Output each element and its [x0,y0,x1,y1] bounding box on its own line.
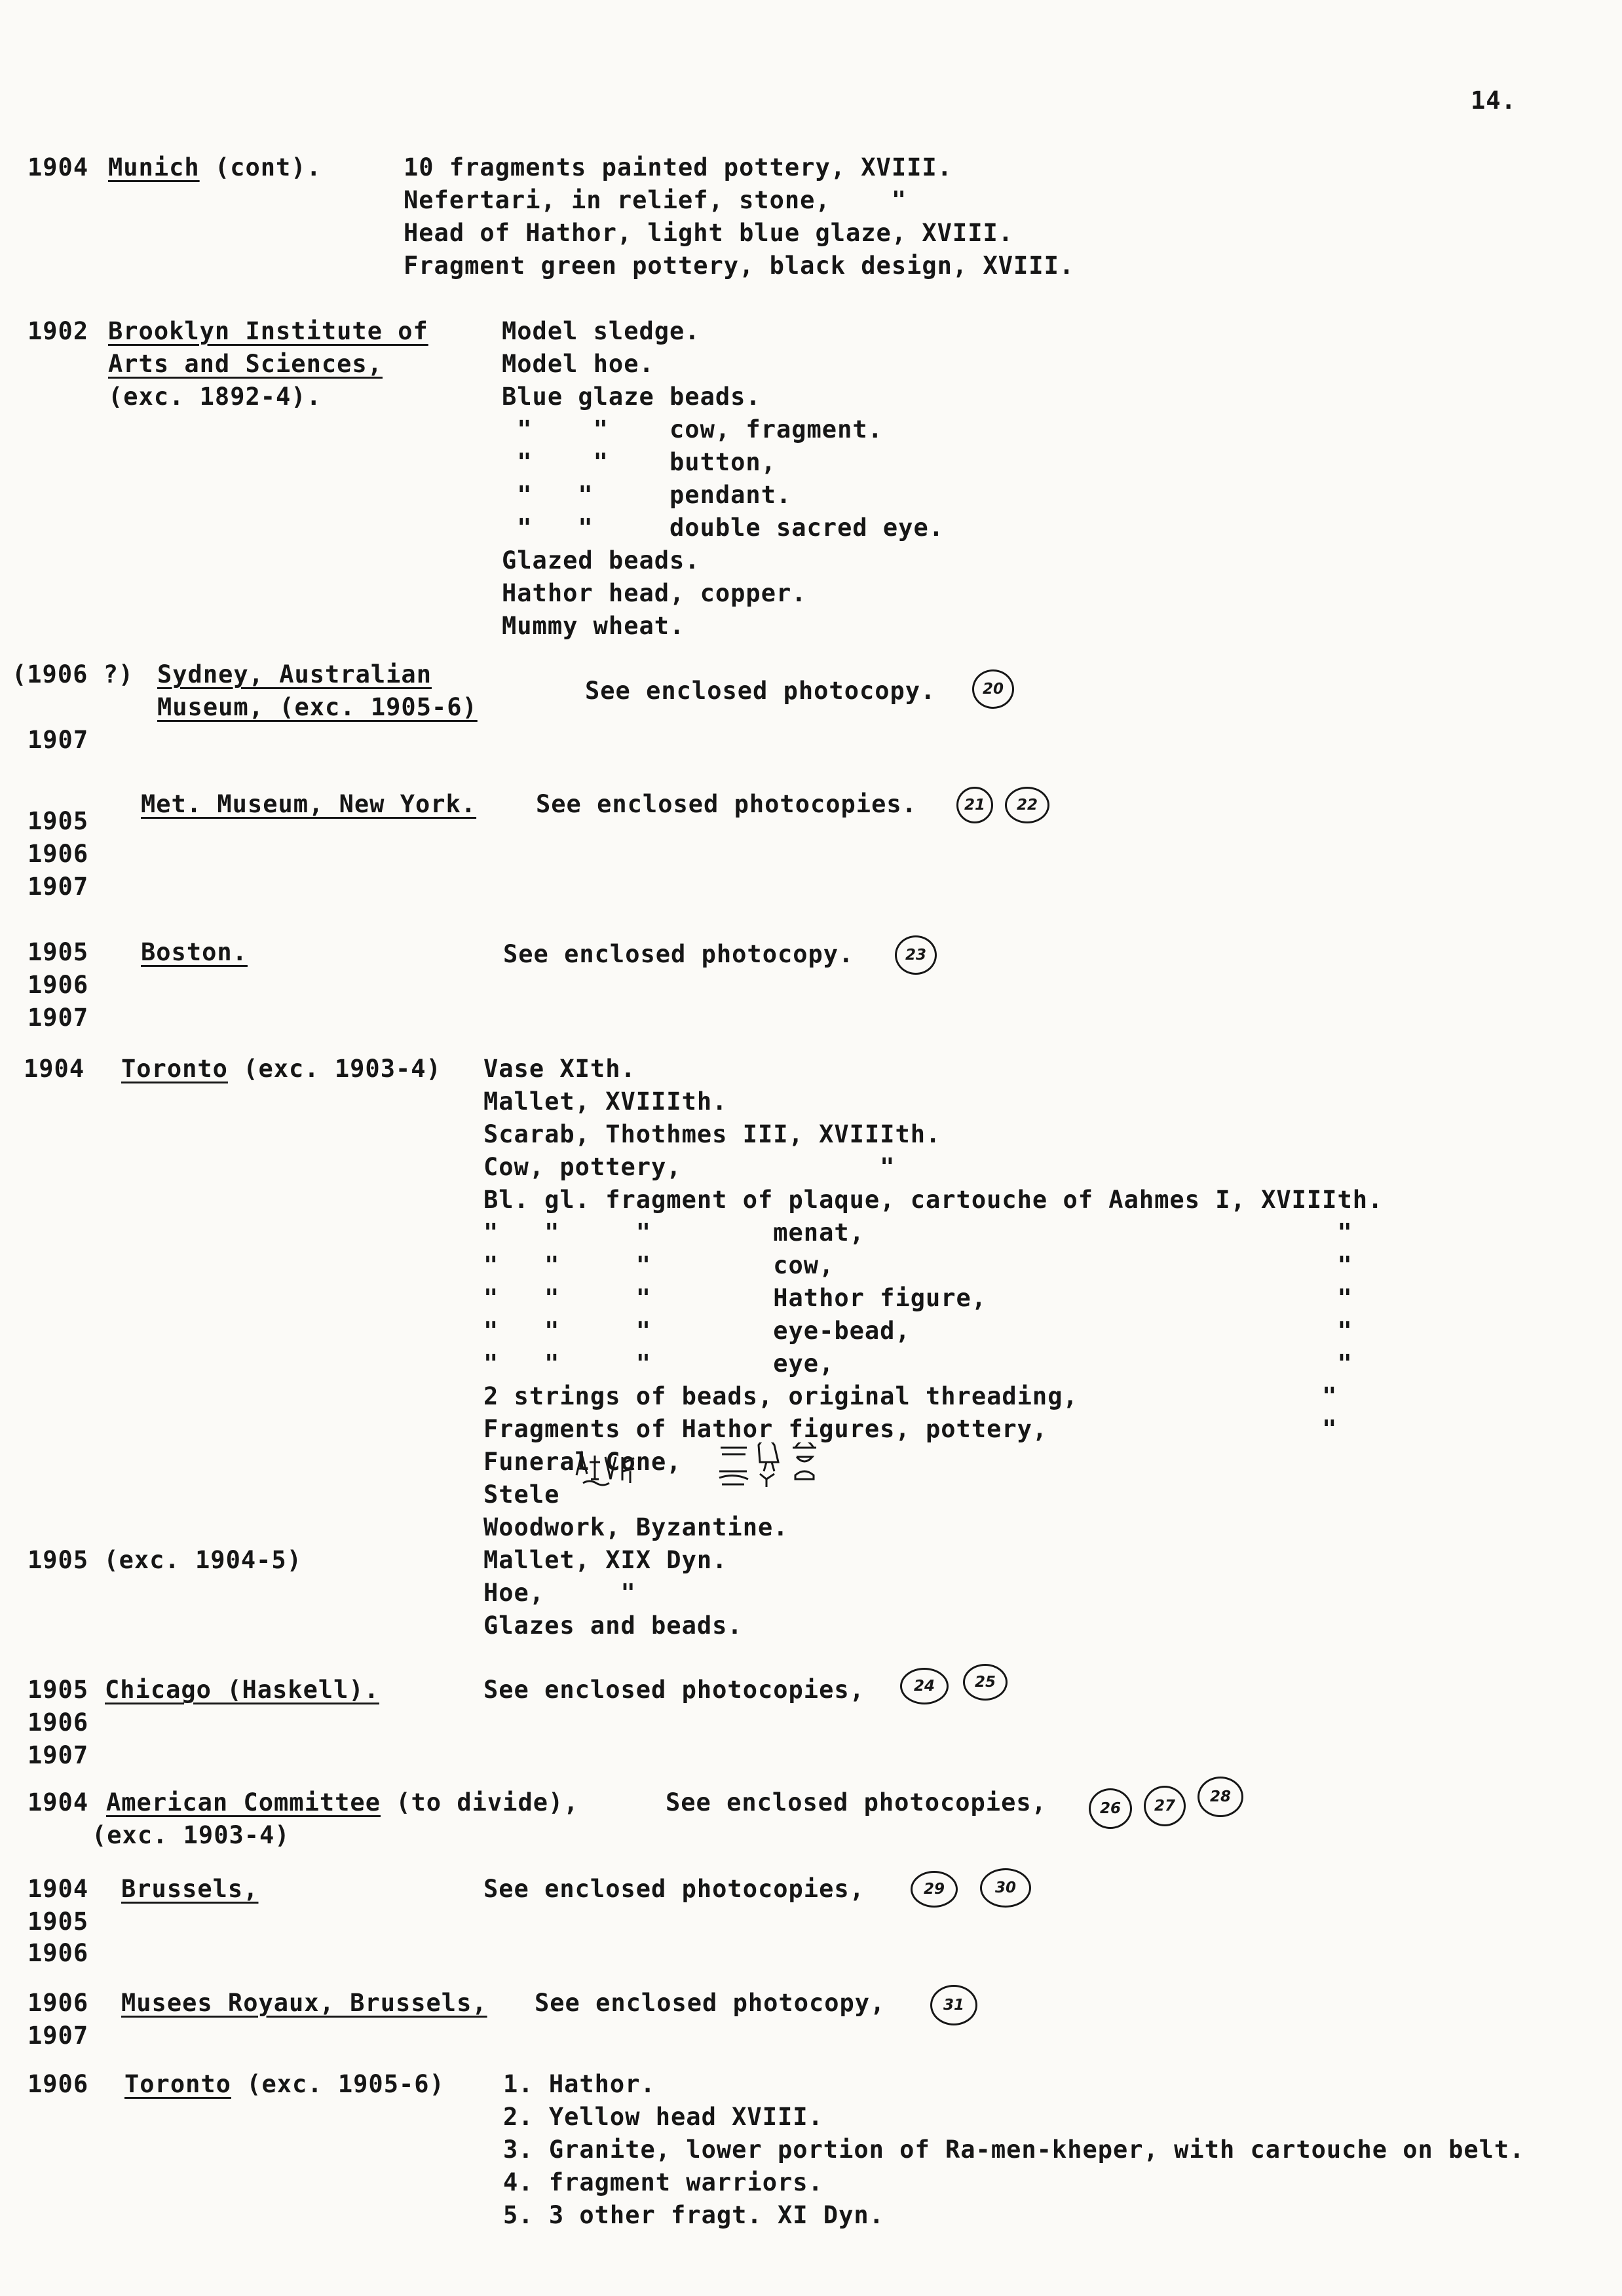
year-toronto-1904: 1904 [24,1055,85,1083]
item: Bl. gl. fragment of plaque, cartouche of Aahmes I, XVIIIth. [483,1186,1384,1214]
note-musees: See enclosed photocopy, [535,1989,886,2017]
item: Blue glaze beads. [502,383,761,411]
item: 5. 3 other fragt. XI Dyn. [503,2201,884,2229]
year: 1906 [28,1989,89,2017]
note-chicago: See enclosed photocopies, [483,1676,865,1704]
year: 1907 [28,1741,89,1769]
year: 1906 [28,971,89,999]
year: 1905 [28,1676,89,1704]
institution-toronto-1906: Toronto (exc. 1905-6) [124,2070,445,2098]
item: Hathor head, copper. [502,579,807,607]
note-boston: See enclosed photocopy. [503,940,854,968]
year-american: 1904 [28,1788,89,1816]
item: Model hoe. [502,350,654,378]
institution-chicago: Chicago (Haskell). [105,1676,379,1704]
item: Glazed beads. [502,546,700,574]
item: Fragments of Hathor figures, pottery, " [483,1415,1338,1443]
institution-brooklyn-line1: Brooklyn Institute of [108,317,428,345]
item: Nefertari, in relief, stone, " [404,186,907,214]
ref-circle: 25 [963,1664,1008,1701]
year: 1905 [28,807,89,835]
note-met: See enclosed photocopies. [536,790,917,818]
year-brooklyn: 1902 [28,317,89,345]
item: Scarab, Thothmes III, XVIIIth. [483,1120,941,1148]
item: Mummy wheat. [502,612,685,640]
ref-circle: 29 [911,1871,958,1908]
ref-circle: 27 [1144,1786,1186,1826]
item: Vase XIth. [483,1055,636,1083]
institution-brussels: Brussels, [121,1875,259,1903]
item: Hoe, " [483,1579,636,1607]
year: 1904 [28,1875,89,1903]
item: " " " eye-bead, " [483,1317,1353,1345]
year: 1906 [28,1708,89,1737]
note-brussels: See enclosed photocopies, [483,1875,865,1903]
ref-circle: 23 [895,935,937,975]
year-toronto-1906: 1906 [28,2070,89,2098]
ref-circle: 26 [1089,1788,1132,1829]
item: 2 strings of beads, original threading, " [483,1382,1338,1410]
item: " " button, [502,448,776,476]
year: 1907 [28,2022,89,2050]
item: Funeral Cone, [483,1448,682,1476]
item: 1. Hathor. [503,2070,656,2098]
institution-brooklyn-line3: (exc. 1892-4). [108,383,322,411]
ref-circle: 30 [980,1868,1031,1908]
year: 1906 [28,840,89,868]
year: 1905 [28,938,89,966]
institution-munich: Munich (cont). [108,153,322,181]
year: 1907 [28,1004,89,1032]
item: Head of Hathor, light blue glaze, XVIII. [404,219,1014,247]
page-number: 14. [1471,86,1517,115]
ref-circle: 24 [900,1668,949,1704]
institution-american-exc: (exc. 1903-4) [92,1821,290,1849]
institution-musees-royaux: Musees Royaux, Brussels, [121,1989,487,2017]
year-sydney-a: (1906 ?) [12,660,134,688]
hieroglyph-drawing [570,1442,858,1508]
institution-boston: Boston. [141,938,248,966]
item: Glazes and beads. [483,1611,743,1640]
institution-sydney-line1: Sydney, Australian [157,660,432,688]
item: 3. Granite, lower portion of Ra-men-kheper, with cartouche on belt. [503,2136,1525,2164]
institution-toronto-1904: Toronto (exc. 1903-4) [121,1055,442,1083]
institution-sydney-line2: Museum, (exc. 1905-6) [157,693,478,721]
item: 10 fragments painted pottery, XVIII. [404,153,952,181]
item: " " " cow, " [483,1251,1353,1279]
item: " " double sacred eye. [502,514,945,542]
year-munich: 1904 [28,153,89,181]
item: " " " Hathor figure, " [483,1284,1353,1312]
institution-brooklyn-line2: Arts and Sciences, [108,350,383,378]
item: " " " eye, " [483,1349,1353,1378]
item: " " cow, fragment. [502,415,883,443]
item: 4. fragment warriors. [503,2168,823,2196]
item: 2. Yellow head XVIII. [503,2103,823,2131]
ref-circle: 31 [930,1985,977,2025]
item: Cow, pottery, " [483,1153,896,1181]
note-sydney: See enclosed photocopy. [585,677,936,705]
item: " " " menat, " [483,1218,1353,1247]
ref-circle: 22 [1005,787,1049,823]
institution-met: Met. Museum, New York. [141,790,477,818]
year-sydney-b: 1907 [28,726,89,754]
item: Model sledge. [502,317,700,345]
item: " " pendant. [502,481,792,509]
year-toronto-1905: 1905 (exc. 1904-5) [28,1546,302,1574]
ref-circle: 20 [972,669,1014,709]
item: Mallet, XIX Dyn. [483,1546,728,1574]
institution-american: American Committee (to divide), [106,1788,579,1816]
item: Stele [483,1480,560,1509]
item: Fragment green pottery, black design, XVIII. [404,252,1075,280]
year: 1905 [28,1908,89,1936]
ref-circle: 21 [956,787,993,823]
note-american: See enclosed photocopies, [666,1788,1047,1816]
item: Mallet, XVIIIth. [483,1087,728,1116]
ref-circle: 28 [1198,1777,1243,1817]
year: 1906 [28,1939,89,1967]
item: Woodwork, Byzantine. [483,1513,789,1541]
year: 1907 [28,873,89,901]
